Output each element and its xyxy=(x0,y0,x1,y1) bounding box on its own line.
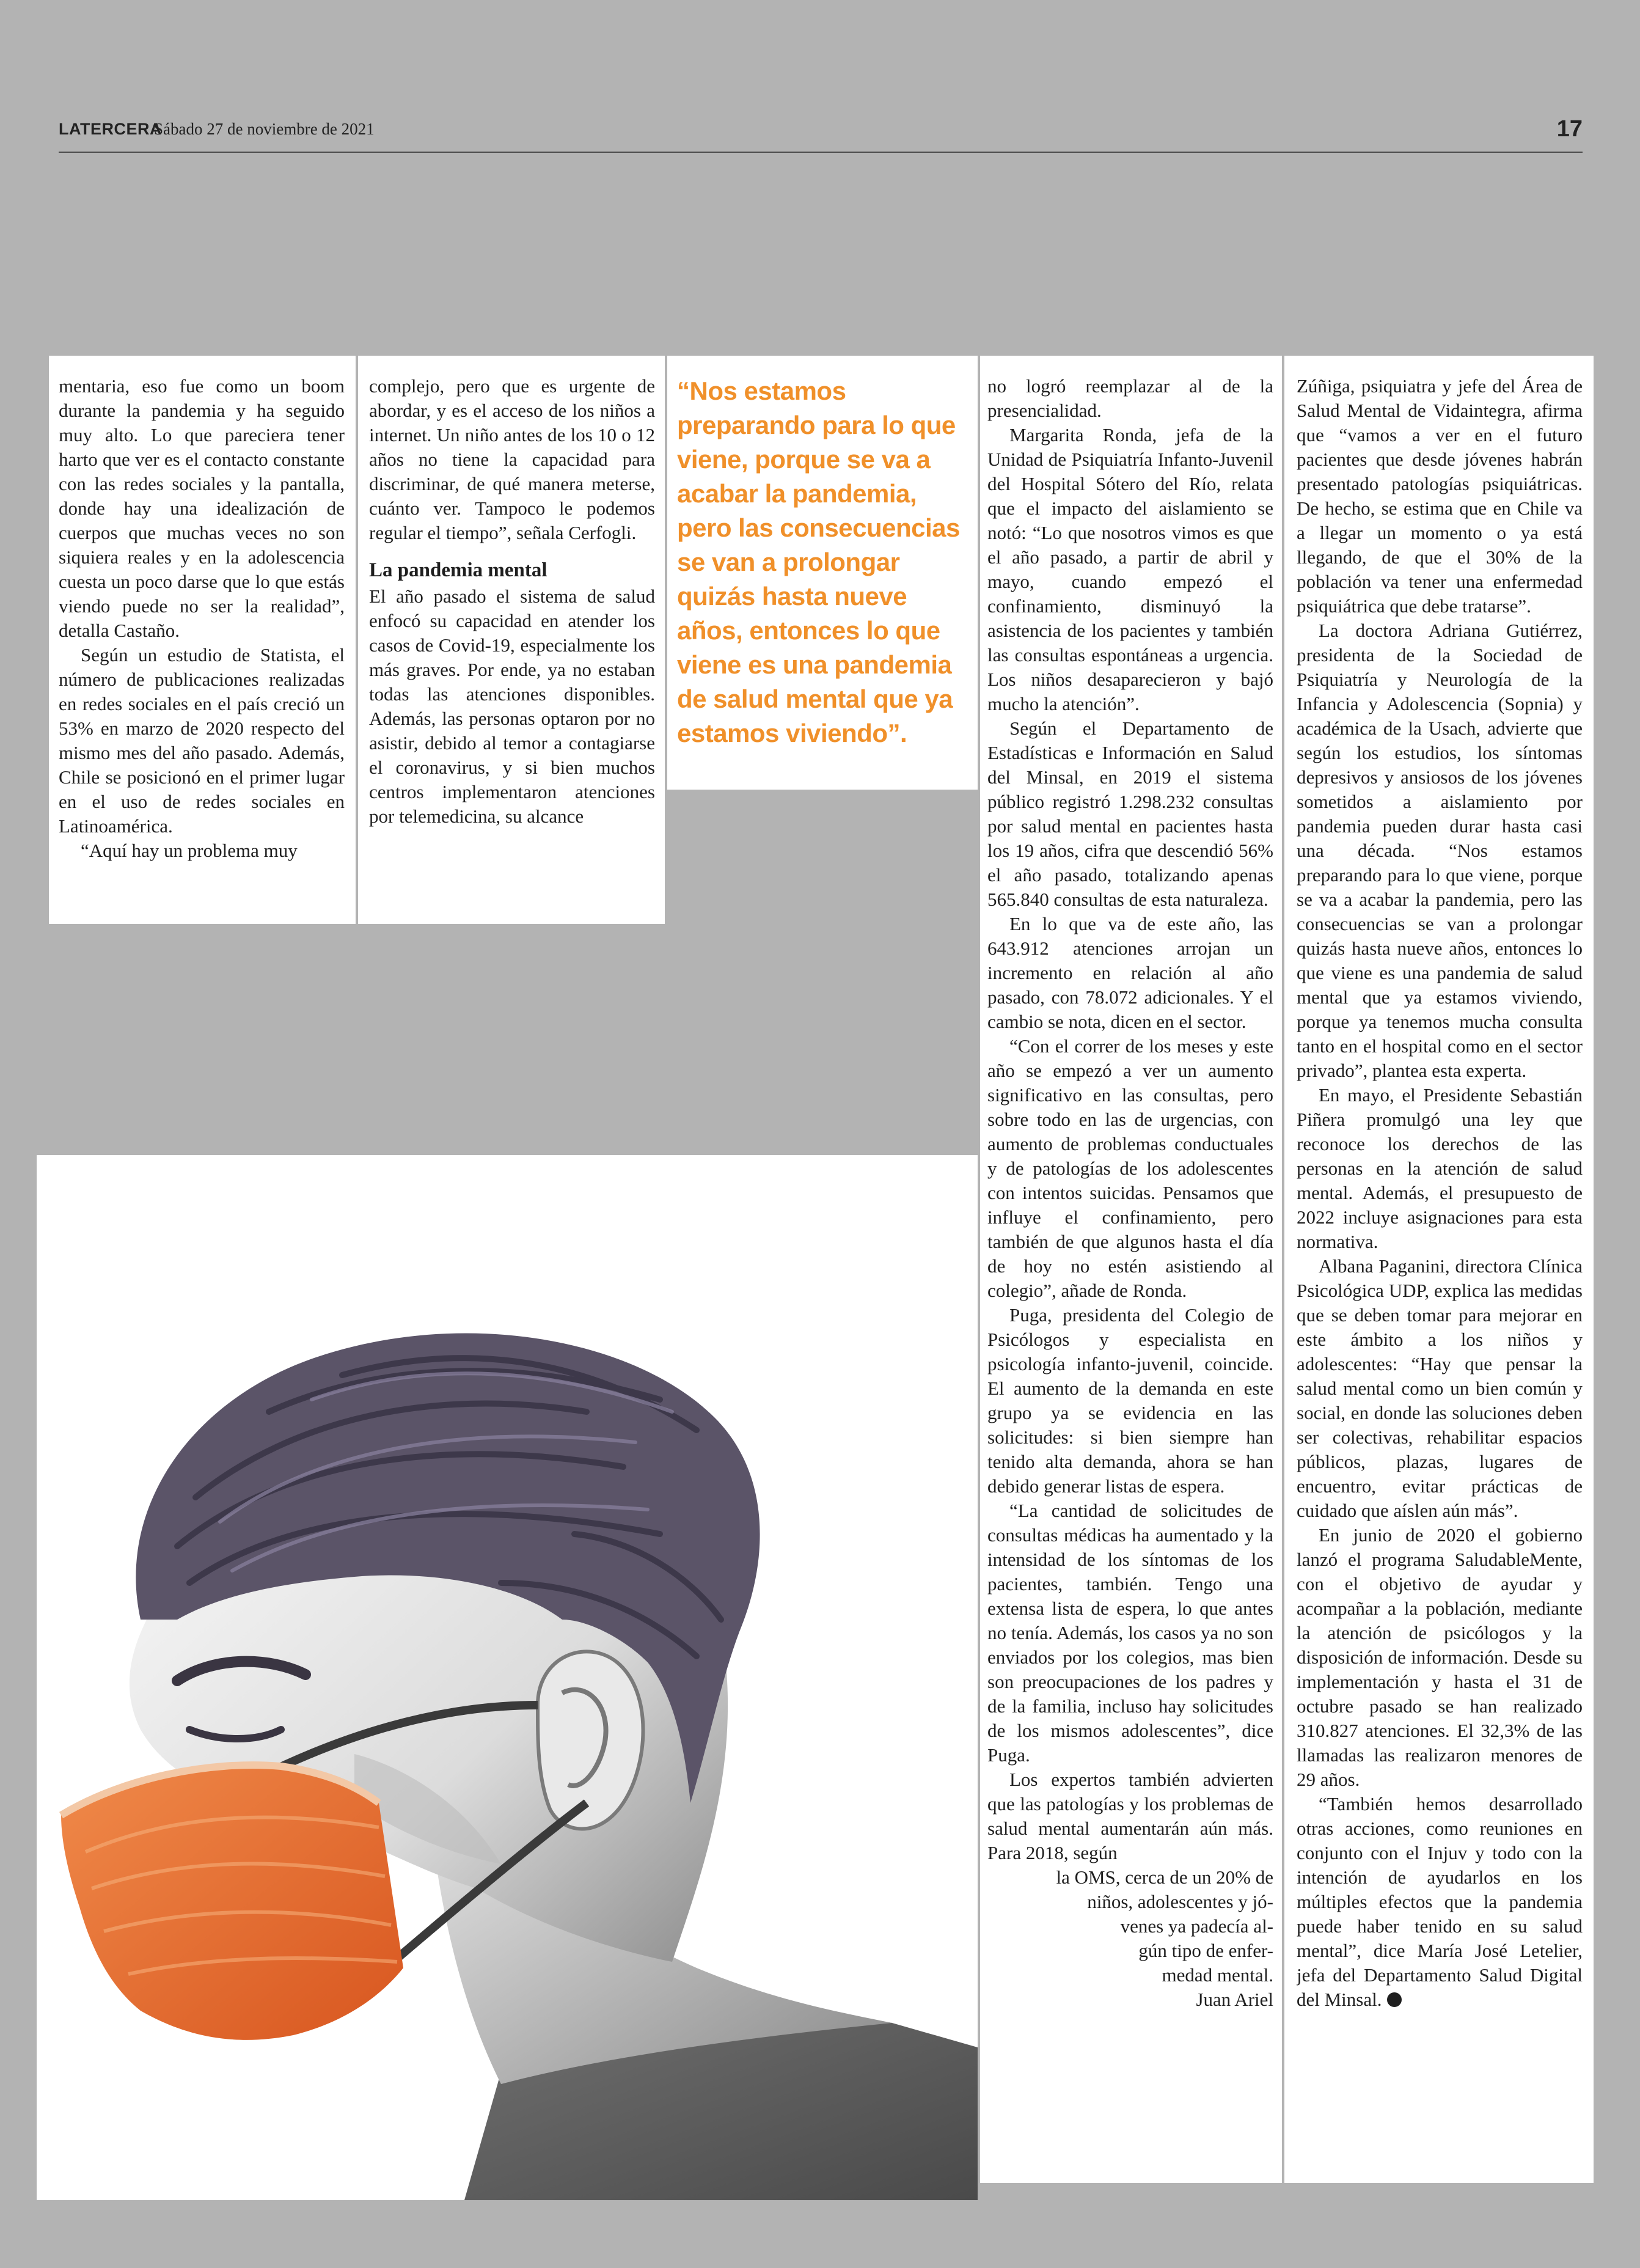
paragraph: Puga, presidenta del Colegio de Psicólogos y especialista en psicología infanto-juvenil, coincide. El aumento de la demanda en este grupo ya se evidencia en las solicitudes: si bien siempre han tenido alta demanda, ahora se han debido generar listas de espera. xyxy=(987,1304,1273,1497)
paragraph xyxy=(1297,1792,1583,2012)
paragraph: no logró reemplazar al de la presencialidad. xyxy=(987,375,1273,421)
paragraph: “Aquí hay un problema muy xyxy=(81,840,298,861)
paragraph: La doctora Adriana Gutiérrez, presidenta de la Sociedad de Psiquiatría y Neurología de la Infancia y Adolescencia (Sopnia) y académica de la Usach, advierte que según los estudios, los síntomas depresivos y ansiosos de los jóvenes sometidos a aislamiento por pandemia pueden durar hasta casi una década. “Nos estamos preparando para lo que viene, porque se va a acabar la pandemia, pero las consecuencias se van a prolongar quizás hasta nueve años, entonces lo que viene es una pandemia de salud mental que ya estamos viviendo, porque ya tenemos mucha consulta tanto en el hospital como en el sector privado”, plantea esta experta. xyxy=(1297,620,1583,1081)
byline: Juan Ariel xyxy=(1196,1989,1273,2010)
paragraph: mentaria, eso fue como un boom durante la pandemia y ha seguido muy alto. Lo que pareciera tener harto que ver es el contacto constante con las redes sociales y la pantalla, donde hay una idealización de cuerpos que muchas veces no son siquiera reales y en la adolescencia cuesta un poco darse que lo que estás viendo puede no ser la realidad”, detalla Castaño. xyxy=(59,375,345,641)
article-column-1 xyxy=(59,374,345,912)
issue-date: Sábado 27 de noviembre de 2021 xyxy=(154,120,375,138)
rag-line: medad mental. xyxy=(1162,1964,1273,1986)
paragraph: Según el Departamento de Estadísticas e Información en Salud del Minsal, en 2019 el sistema público registró 1.298.232 consultas por salud mental en pacientes hasta los 19 años, cifra que descendió 56% el año pasado, totalizando apenas 565.840 consultas de esta naturaleza. xyxy=(987,717,1273,910)
newspaper-logo: LATERCERA xyxy=(59,120,162,138)
rag-line: niños, adolescentes y jó- xyxy=(1087,1891,1273,1912)
page-header xyxy=(59,116,1583,153)
paragraph: En lo que va de este año, las 643.912 atenciones arrojan un incremento en relación al año pasado, con 78.072 adicionales. Y el cambio se nota, dicen en el sector. xyxy=(987,913,1273,1032)
paragraph: En junio de 2020 el gobierno lanzó el programa SaludableMente, con el objetivo de ayudar y acompañar a la población, mediante la atención de psicólogos y la disposición de información. Desde su implementación y hasta el 31 de octubre pasado se han realizado 310.827 atenciones. El 32,3% de las llamadas las realizaron menores de 29 años. xyxy=(1297,1524,1583,1790)
paragraph: “Con el correr de los meses y este año se empezó a ver un aumento significativo en las consultas, pero sobre todo en las de urgencias, con aumento de problemas conductuales y de patologías de los adolescentes con intentos suicidas. Pensamos que influye el confinamiento, pero también de que algunos hasta el día de hoy no estén asistiendo al colegio”, añade de Ronda. xyxy=(987,1035,1273,1301)
paragraph: Zúñiga, psiquiatra y jefe del Área de Salud Mental de Vidaintegra, afirma que “vamos a ver en el futuro pacientes que desde jóvenes habrán presentado patologías psiquiátricas. De hecho, se estima que en Chile va a llegar un momento o ya está llegando, de que el 30% de la población va tener una enfermedad psiquiátrica que debe tratarse”. xyxy=(1297,375,1583,617)
article-column-2 xyxy=(369,374,655,912)
section-subhead: La pandemia mental xyxy=(369,559,547,581)
end-of-article-icon xyxy=(1387,1992,1402,2007)
masked-man-profile-illustration xyxy=(37,1155,978,2200)
paragraph: complejo, pero que es urgente de abordar, y es el acceso de los niños a internet. Un niño antes de los 10 o 12 años no tiene la capacidad para discriminar, de qué manera meterse, cuánto ver. Tampoco le podemos regular el tiempo”, señala Cerfogli. xyxy=(369,375,655,543)
paragraph: “La cantidad de solicitudes de consultas médicas ha aumentado y la intensidad de los síntomas de los pacientes, también. Tengo una extensa lista de espera, lo que antes no tenía. Además, los casos ya no son enviados por los colegios, mas bien son preocupaciones de los padres y de la familia, incluso hay solicitudes de los mismos adolescentes”, dice Puga. xyxy=(987,1500,1273,1766)
rag-line: gún tipo de enfer- xyxy=(1138,1940,1273,1961)
paragraph: Los expertos también advierten que las patologías y los problemas de salud mental aumentarán aún más. Para 2018, según xyxy=(987,1769,1273,1863)
last-paragraph-text: “También hemos desarrollado otras acciones, como reuniones en conjunto con el Injuv y todo con la intención de ayudarlos en los múltiples efectos que la pandemia puede haber tenido en su salud mental”, dice María José Letelier, jefa del Departamento Salud Digital del Minsal. xyxy=(1297,1793,1583,2010)
rag-line: venes ya padecía al- xyxy=(1120,1915,1273,1937)
paragraph: El año pasado el sistema de salud enfocó su capacidad en atender los casos de Covid-19, especialmente los más graves. Por ende, ya no estaban todas las atenciones disponibles. Además, las personas optaron por no asistir, debido al temor a contagiarse el coronavirus, y si bien muchos centros implementaron atenciones por telemedicina, su alcance xyxy=(369,585,655,827)
article-column-4 xyxy=(987,374,1273,2177)
paragraph: Albana Paganini, directora Clínica Psicológica UDP, explica las medidas que se deben tomar para mejorar en este ámbito a los niños y adolescentes: “Hay que pensar la salud mental como un bien común y social, en donde las soluciones deben ser colectivas, rehabilitar espacios públicos, plazas, lugares de encuentro, evitar prácticas de cuidado que aíslen aún más”. xyxy=(1297,1255,1583,1521)
page-number: 17 xyxy=(1556,116,1583,142)
ragged-text-block xyxy=(987,1865,1273,1987)
paragraph: Margarita Ronda, jefa de la Unidad de Psiquiatría Infanto-Juvenil del Hospital Sótero del Río, relata que el impacto del aislamiento se notó: “Lo que nosotros vimos es que el año pasado, a partir de abril y mayo, cuando empezó el confinamiento, disminuyó la asistencia de los pacientes y también las consultas espontáneas a urgencia. Los niños desaparecieron y bajó mucho la atención”. xyxy=(987,424,1273,714)
pull-quote: “Nos estamos preparando para lo que viene, porque se va a acabar la pandemia, pero las consecuencias se van a prolongar quizás hasta nueve años, entonces lo que viene es una pandemia de salud mental que ya estamos viviendo”. xyxy=(677,376,960,747)
article-column-5 xyxy=(1297,374,1583,2177)
paragraph: Según un estudio de Statista, el número de publicaciones realizadas en redes sociales en el país creció un 53% en marzo de 2020 respecto del mismo mes del año pasado. Además, Chile se posicionó en el primer lugar en el uso de redes sociales en Latinoamérica. xyxy=(59,644,345,837)
paragraph: En mayo, el Presidente Sebastián Piñera promulgó una ley que reconoce los derechos de las personas en la atención de salud mental. Además, el presupuesto de 2022 incluye asignaciones para esta normativa. xyxy=(1297,1084,1583,1252)
rag-line: la OMS, cerca de un 20% de xyxy=(1056,1866,1273,1888)
